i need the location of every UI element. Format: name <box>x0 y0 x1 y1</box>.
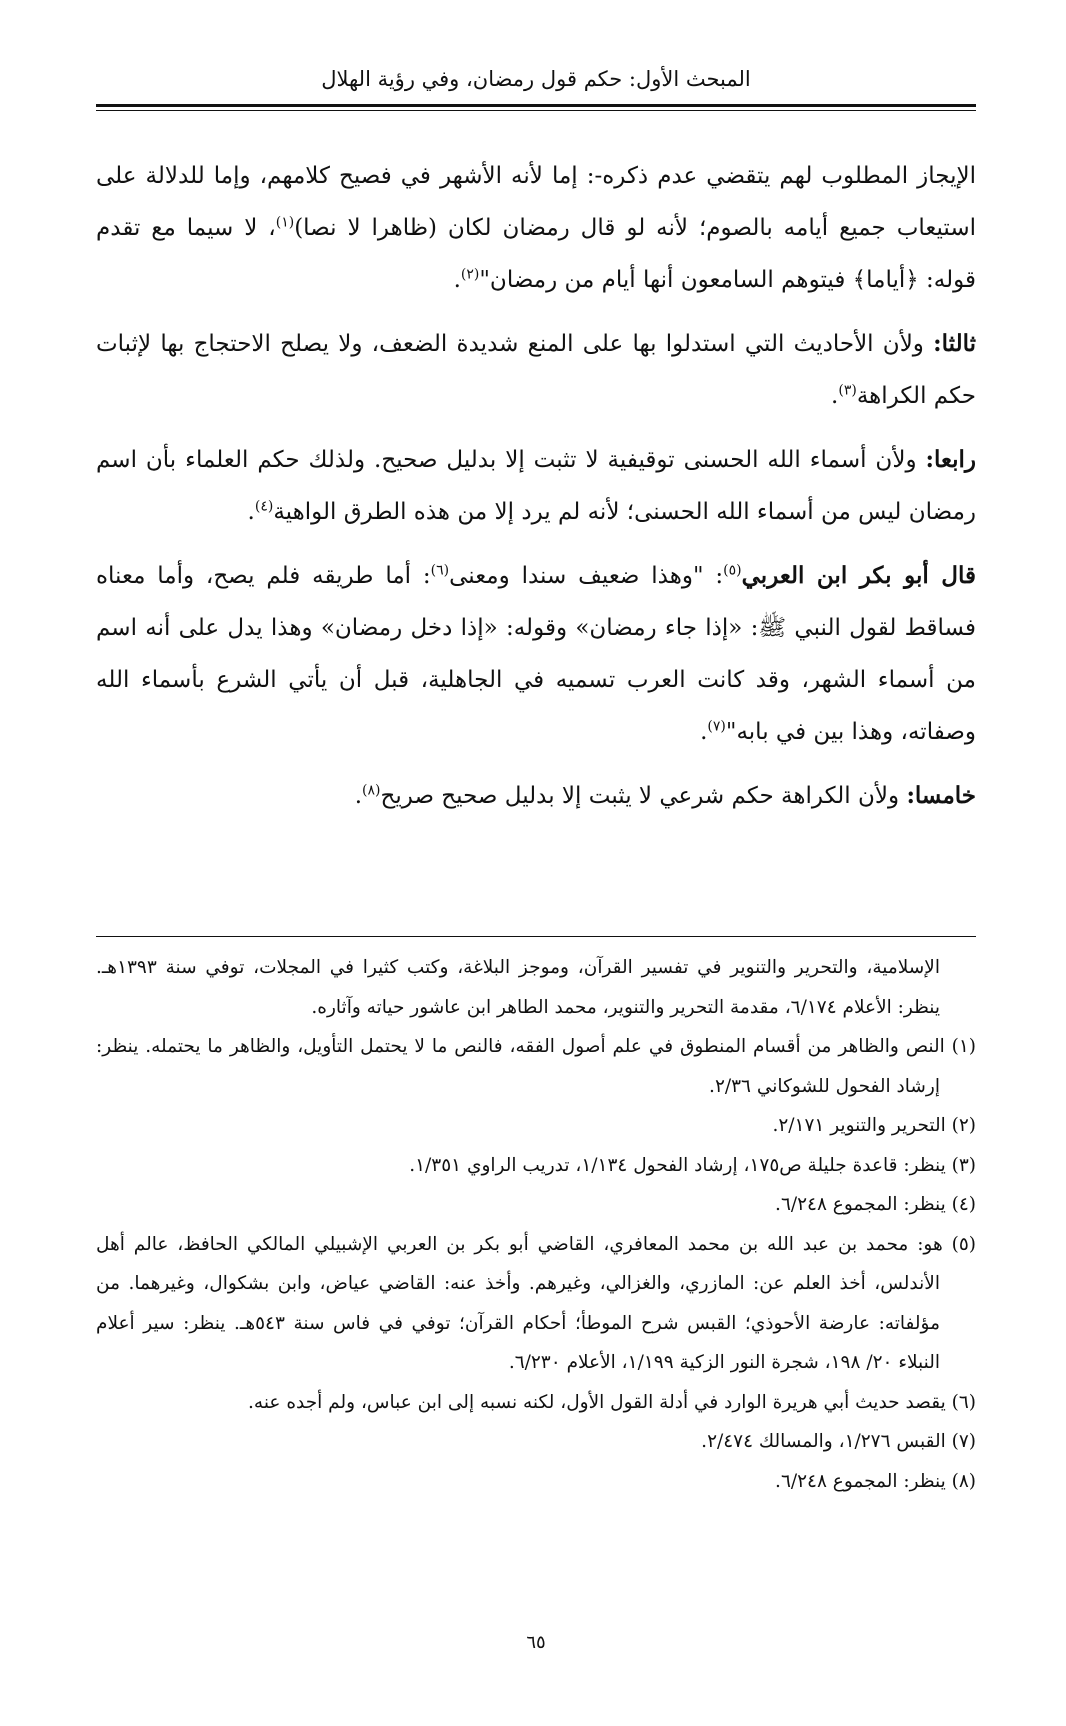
footnote-ref-1[interactable]: (١) <box>275 214 295 231</box>
paragraph-fourthly: رابعا: ولأن أسماء الله الحسنى توقيفية لا تثبت إلا بدليل صحيح. ولذلك حكم العلماء بأن اسم رمضان ليس من أسماء الله الحسنى؛ لأنه لم يرد إلا من هذه الطرق الواهية$^{(٤)}$. <box>96 446 976 525</box>
paragraph-lead: قال أبو بكر ابن العربي <box>741 562 976 589</box>
footnote-ref-8[interactable]: (٨) <box>362 782 381 799</box>
footnote-ref-2[interactable]: (٢) <box>460 266 480 283</box>
main-text <box>96 150 976 822</box>
paragraph-fifthly: خامسا: ولأن الكراهة حكم شرعي لا يثبت إلا بدليل صحيح صريح$^{(٨)}$. <box>354 782 976 809</box>
paragraph-ibn-arabi: قال أبو بكر ابن العربي$^{(٥)}$: "وهذا ضعيف سندا ومعنى$^{(٦)}$: أما طريقه فلم يصح، وأما معناه فساقط لقول النبي ﷺ: «إذا جاء رمضان» وقوله: «إذا دخل رمضان» وهذا يدل على أنه اسم من أسماء الشهر، وقد كانت العرب تسميه في الجاهلية، قبل أن يأتي الشرع بأسماء الله وصفاته، وهذا بين في بابه"$^{(٧)}$. <box>96 562 976 745</box>
header-rule <box>96 104 976 111</box>
paragraph-thirdly: ثالثا: ولأن الأحاديث التي استدلوا بها على المنع شديدة الضعف، ولا يصلح الاحتجاج بها لإثبات حكم الكراهة$^{(٣)}$. <box>96 330 976 409</box>
footnote-6: (٦) يقصد حديث أبي هريرة الوارد في أدلة القول الأول، لكنه نسبه إلى ابن عباس، ولم أجده عنه. <box>248 1391 976 1413</box>
footnote-continuation: الإسلامية، والتحرير والتنوير في تفسير القرآن، وموجز البلاغة، وكتب كثيرا في المجلات، توفي سنة ١٣٩٣هـ. ينظر: الأعلام ٦/١٧٤، مقدمة التحرير والتنوير، محمد الطاهر ابن عاشور حياته وآثاره. <box>96 957 940 1018</box>
page-number: ٦٥ <box>526 1632 546 1653</box>
paragraph-1: الإيجاز المطلوب لهم يتقضي عدم ذكره-: إما لأنه الأشهر في فصيح كلامهم، وإما للدلالة على استيعاب جميع أيامه بالصوم؛ لأنه لو قال رمضان لكان (ظاهرا لا نصا)$^{(١)}$، لا سيما مع تقدم قوله: ﴿أياما﴾ فيتوهم السامعون أنها أيام من رمضان"$^{(٢)}$. <box>96 163 976 293</box>
footnote-ref-7[interactable]: (٧) <box>707 718 726 735</box>
paragraph-lead: رابعا: <box>925 446 976 473</box>
footnote-separator <box>96 936 976 937</box>
footnote-ref-6[interactable]: (٦) <box>430 562 450 579</box>
paragraph-lead: خامسا: <box>906 782 976 809</box>
footnote-ref-3[interactable]: (٣) <box>838 382 857 399</box>
footnote-2: (٢) التحرير والتنوير ٢/١٧١. <box>772 1115 976 1136</box>
footnotes <box>96 948 976 1501</box>
footnote-ref-5[interactable]: (٥) <box>723 562 742 579</box>
running-header: المبحث الأول: حكم قول رمضان، وفي رؤية الهلال <box>321 67 751 91</box>
footnote-3: (٣) ينظر: قاعدة جليلة ص١٧٥، إرشاد الفحول ١/١٣٤، تدريب الراوي ١/٣٥١. <box>409 1154 976 1176</box>
footnote-1: (١) النص والظاهر من أقسام المنطوق في علم أصول الفقه، فالنص ما لا يحتمل التأويل، والظاهر ما يحتمله. ينظر: إرشاد الفحول للشوكاني ٢/٣٦. <box>96 1036 976 1097</box>
footnote-4: (٤) ينظر: المجموع ٦/٢٤٨. <box>775 1194 976 1215</box>
footnote-8: (٨) ينظر: المجموع ٦/٢٤٨. <box>775 1470 976 1492</box>
footnote-5: (٥) هو: محمد بن عبد الله بن محمد المعافري، القاضي أبو بكر بن العربي الإشبيلي المالكي الحافظ، عالم أهل الأندلس، أخذ العلم عن: المازري، والغزالي، وغيرهم. وأخذ عنه: القاضي عياض، وابن بشكوال، وغيرهما. من مؤلفاته: عارضة الأحوذي؛ القبس شرح الموطأ؛ أحكام القرآن؛ توفي في فاس سنة ٥٤٣هـ. ينظر: سير أعلام النبلاء ٢٠/ ١٩٨، شجرة النور الزكية ١/١٩٩، الأعلام ٦/٢٣٠. <box>96 1233 976 1373</box>
footnote-ref-4[interactable]: (٤) <box>254 498 274 515</box>
paragraph-lead: ثالثا: <box>933 330 976 357</box>
footnote-7: (٧) القبس ١/٢٧٦، والمسالك ٢/٤٧٤. <box>701 1431 976 1452</box>
